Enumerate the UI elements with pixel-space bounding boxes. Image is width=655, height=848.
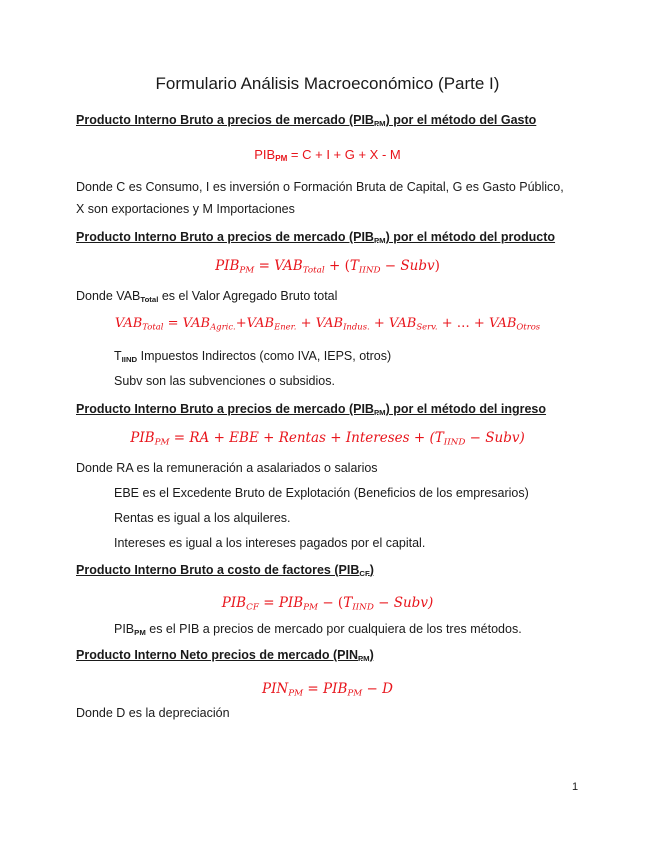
producto-desc: Donde VABTotal es el Valor Agregado Bruto total <box>76 289 338 304</box>
equation-costo-factores: $PIB_{CF} = PIB_{PM} - (T_{IIND}$ − Subv) <box>221 595 434 613</box>
equation-vab-total: $VAB_{Total} = VAB_{Agric.}+VAB_{Ener.} + VAB_{Indus.} + VAB_{Serv.}$ + … + $VAB_{Otros}$ <box>114 316 541 332</box>
gasto-desc-line-2: X son exportaciones y M Importaciones <box>76 202 295 216</box>
heading-ingreso: Producto Interno Bruto a precios de mercado (PIBPM) por el método del ingreso <box>76 402 547 417</box>
neto-desc: Donde D es la depreciación <box>76 706 230 720</box>
heading-neto: Producto Interno Neto precios de mercado (PINPM) <box>76 648 374 663</box>
heading-gasto: Producto Interno Bruto a precios de mercado (PIBPM) por el método del Gasto <box>76 113 537 128</box>
ingreso-desc-rentas: Rentas es igual a los alquileres. <box>114 511 291 525</box>
heading-costo-factores: Producto Interno Bruto a costo de factores (PIBCF) <box>76 563 374 578</box>
equation-gasto: PIBPM = C + I + G + X - M <box>254 147 401 163</box>
heading-producto: Producto Interno Bruto a precios de mercado (PIBPM) por el método del producto <box>76 230 556 245</box>
ingreso-desc-ra: Donde RA es la remuneración a asalariados o salarios <box>76 461 378 475</box>
ingreso-desc-intereses: Intereses es igual a los intereses pagados por el capital. <box>114 536 426 550</box>
page-title: Formulario Análisis Macroeconómico (Parte I) <box>155 74 500 93</box>
equation-producto: $PIB_{PM} = VAB_{Total} + (T_{IIND}$ − Subv) <box>215 258 440 276</box>
tiind-desc: TIIND Impuestos Indirectos (como IVA, IEPS, otros) <box>114 349 392 364</box>
costo-desc: PIBPM es el PIB a precios de mercado por cualquiera de los tres métodos. <box>114 622 522 637</box>
page-number: 1 <box>572 781 579 793</box>
equation-ingreso: $PIB_{PM}$ = RA + EBE + Rentas + Intereses + ($T_{IIND}$ − Subv) <box>130 430 525 448</box>
ingreso-desc-ebe: EBE es el Excedente Bruto de Explotación (Beneficios de los empresarios) <box>114 486 529 500</box>
equation-neto: $PIN_{PM} = PIB_{PM} - D$ <box>262 681 393 699</box>
subv-desc: Subv son las subvenciones o subsidios. <box>114 374 335 388</box>
gasto-desc-line-1: Donde C es Consumo, I es inversión o Formación Bruta de Capital, G es Gasto Público, <box>76 180 564 194</box>
